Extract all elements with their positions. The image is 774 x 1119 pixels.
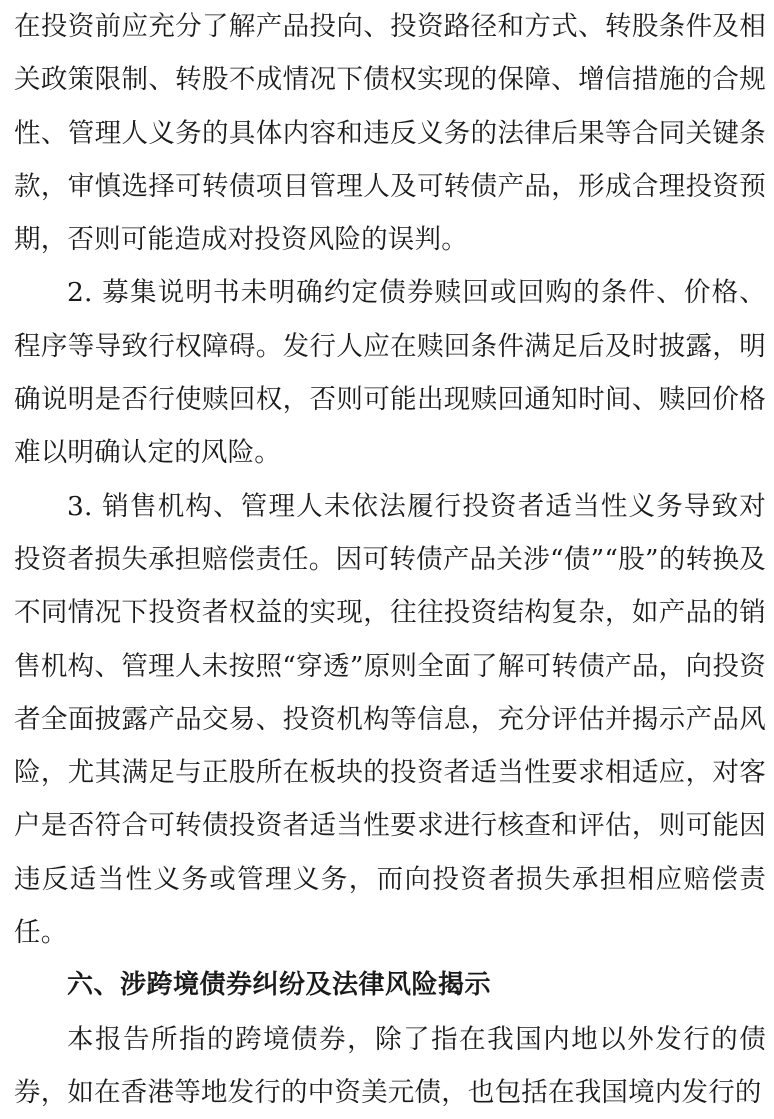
paragraph-continued: 在投资前应充分了解产品投向、投资路径和方式、转股条件及相关政策限制、转股不成情况下债权实现的保障、增信措施的合规性、管理人义务的具体内容和违反义务的法律后果等合同关键条款，审慎选择可转债项目管理人及可转债产品，形成合理投资预期，否则可能造成对投资风险的误判。 xyxy=(14,11,766,256)
section-heading: 六、涉跨境债券纠纷及法律风险揭示 xyxy=(67,970,492,1001)
paragraph-item-3: 3. 销售机构、管理人未依法履行投资者适当性义务导致对投资者损失承担赔偿责任。因可转债产品关涉“债”“股”的转换及不同情况下投资者权益的实现，往往投资结构复杂，如产品的销售机构、管理人未按照“穿透”原则全面了解可转债产品，向投资者全面披露产品交易、投资机构等信息，充分评估并揭示产品风险，尤其满足与正股所在板块的投资者适当性要求相适应，对客户是否符合可转债投资者适当性要求进行核查和评估，则可能因违反适当性义务或管理义务，而向投资者损失承担相应赔偿责任。 xyxy=(14,490,766,949)
document-page xyxy=(14,0,766,1119)
paragraph-item-2: 2. 募集说明书未明确约定债券赎回或回购的条件、价格、程序等导致行权障碍。发行人应在赎回条件满足后及时披露，明确说明是否行使赎回权，否则可能出现赎回通知时间、赎回价格难以明确认定的风险。 xyxy=(14,277,766,469)
paragraph-section-intro: 本报告所指的跨境债券，除了指在我国内地以外发行的债券，如在香港等地发行的中资美元债，也包括在我国境内发行的 xyxy=(14,1023,766,1108)
